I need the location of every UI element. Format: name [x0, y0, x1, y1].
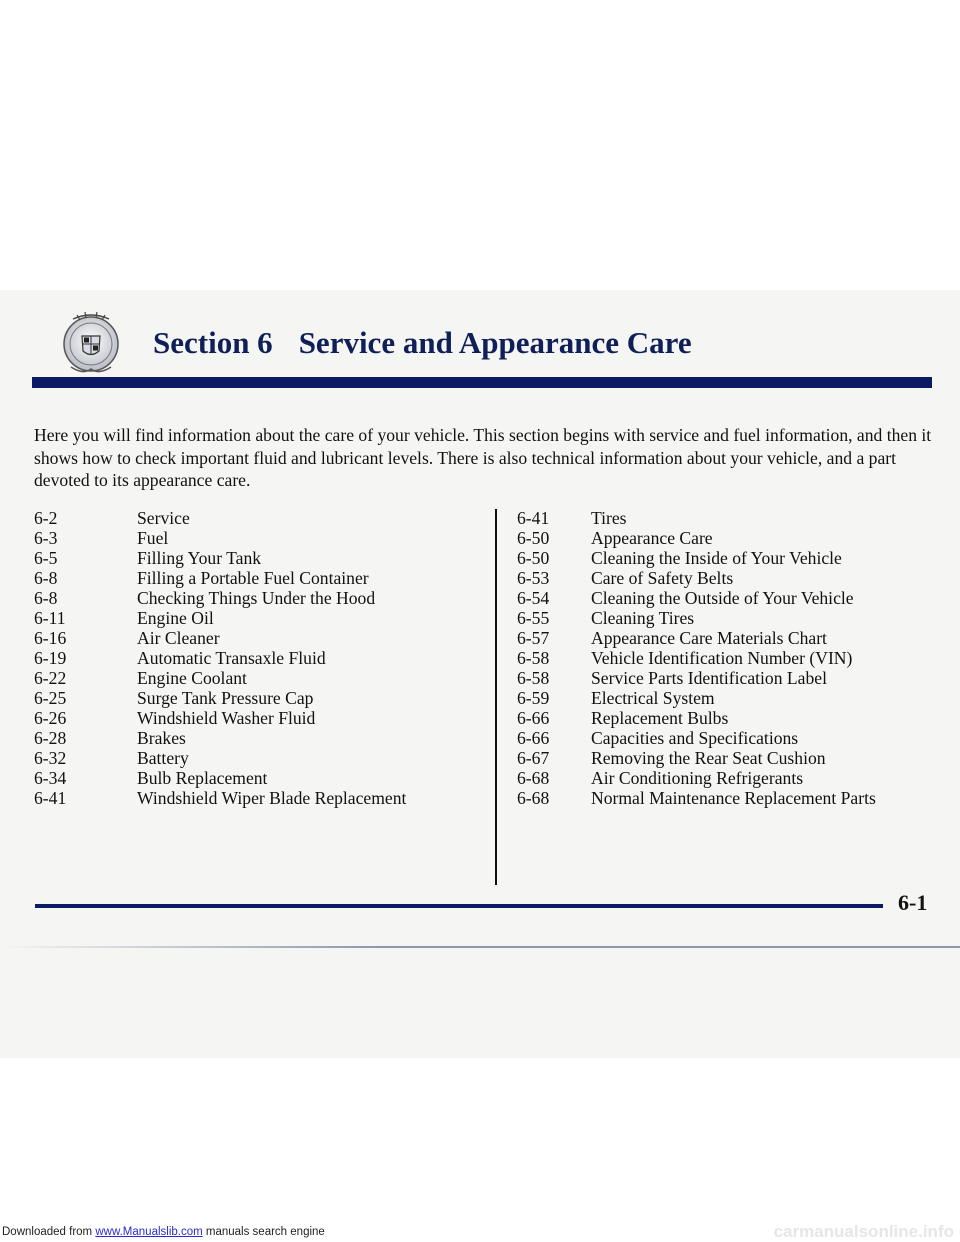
- toc-entry: [517, 508, 927, 528]
- toc-title: Vehicle Identification Number (VIN): [591, 648, 853, 668]
- toc-title: Checking Things Under the Hood: [137, 588, 376, 608]
- toc-page-ref: 6-11: [34, 608, 66, 628]
- toc-page-ref: 6-53: [517, 568, 550, 588]
- toc-title: Filling a Portable Fuel Container: [137, 568, 369, 588]
- toc-title: Appearance Care: [591, 528, 713, 548]
- section-title: Service and Appearance Care: [298, 325, 692, 360]
- toc-entry: [34, 708, 474, 728]
- toc-page-ref: 6-68: [517, 788, 550, 808]
- toc-entry: [517, 608, 927, 628]
- toc-title: Replacement Bulbs: [591, 708, 729, 728]
- toc-title: Electrical System: [591, 688, 715, 708]
- toc-title: Service: [137, 508, 190, 528]
- toc-title: Normal Maintenance Replacement Parts: [591, 788, 876, 808]
- cadillac-crest-icon: [55, 307, 127, 379]
- toc-title: Care of Safety Belts: [591, 568, 734, 588]
- toc-entry: [517, 748, 927, 768]
- toc-page-ref: 6-28: [34, 728, 67, 748]
- toc-title: Fuel: [137, 528, 169, 548]
- toc-entry: [517, 788, 927, 808]
- toc-page-ref: 6-8: [34, 588, 58, 608]
- toc-title: Battery: [137, 748, 189, 768]
- toc-page-ref: 6-67: [517, 748, 550, 768]
- toc-title: Air Cleaner: [137, 628, 220, 648]
- toc-page-ref: 6-16: [34, 628, 67, 648]
- toc-entry: [34, 568, 474, 588]
- toc-entry: [34, 528, 474, 548]
- toc-title: Engine Coolant: [137, 668, 247, 688]
- toc-page-ref: 6-55: [517, 608, 550, 628]
- toc-left-column: [34, 508, 474, 808]
- toc-title: Air Conditioning Refrigerants: [591, 768, 804, 788]
- toc-title: Removing the Rear Seat Cushion: [591, 748, 826, 768]
- toc-title: Engine Oil: [137, 608, 214, 628]
- intro-paragraph: Here you will find information about the care of your vehicle. This section begins with service and fuel information, and then it shows how to check important fluid and lubricant levels. There is also technical information about your vehicle, and a part devoted to its appearance care.: [34, 425, 932, 490]
- toc-entry: [34, 608, 474, 628]
- title-rule: [32, 377, 932, 388]
- toc-title: Capacities and Specifications: [591, 728, 799, 748]
- section-header: [55, 306, 692, 380]
- toc-entry: [34, 548, 474, 568]
- footer-rule: [35, 904, 883, 908]
- toc-page-ref: 6-68: [517, 768, 550, 788]
- toc-title: Automatic Transaxle Fluid: [137, 648, 326, 668]
- toc-title: Windshield Wiper Blade Replacement: [137, 788, 407, 808]
- toc-title: Surge Tank Pressure Cap: [137, 688, 314, 708]
- toc-entry: [517, 528, 927, 548]
- toc-title: Tires: [591, 508, 627, 528]
- toc-entry: [34, 688, 474, 708]
- toc-entry: [517, 728, 927, 748]
- toc-title: Bulb Replacement: [137, 768, 268, 788]
- toc-page-ref: 6-66: [517, 708, 550, 728]
- toc-entry: [34, 628, 474, 648]
- toc-entry: [517, 648, 927, 668]
- toc-page-ref: 6-5: [34, 548, 58, 568]
- download-suffix: manuals search engine: [202, 1226, 325, 1238]
- toc-entry: [34, 768, 474, 788]
- toc-page-ref: 6-50: [517, 548, 550, 568]
- toc-right-column: [517, 508, 927, 808]
- toc-page-ref: 6-22: [34, 668, 67, 688]
- toc-page-ref: 6-59: [517, 688, 550, 708]
- toc-page-ref: 6-25: [34, 688, 67, 708]
- download-prefix: Downloaded from: [2, 1226, 96, 1238]
- toc-title: Brakes: [137, 728, 186, 748]
- toc-entry: [517, 688, 927, 708]
- toc-entry: [517, 588, 927, 608]
- toc-entry: [34, 748, 474, 768]
- toc-page-ref: 6-32: [34, 748, 67, 768]
- toc-page-ref: 6-41: [34, 788, 67, 808]
- toc-page-ref: 6-19: [34, 648, 67, 668]
- toc-title: Filling Your Tank: [137, 548, 262, 568]
- toc-title: Cleaning the Inside of Your Vehicle: [591, 548, 842, 568]
- toc-title: Appearance Care Materials Chart: [591, 628, 827, 648]
- toc-page-ref: 6-34: [34, 768, 67, 788]
- toc-entry: [34, 728, 474, 748]
- toc-entry: [517, 548, 927, 568]
- toc-title: Cleaning Tires: [591, 608, 695, 628]
- toc-entry: [34, 508, 474, 528]
- toc-page-ref: 6-8: [34, 568, 58, 588]
- toc-page-ref: 6-26: [34, 708, 67, 728]
- toc-page-ref: 6-58: [517, 648, 550, 668]
- toc-page-ref: 6-50: [517, 528, 550, 548]
- toc-entry: [34, 588, 474, 608]
- toc-page-ref: 6-2: [34, 508, 58, 528]
- toc-page-ref: 6-41: [517, 508, 550, 528]
- toc-page-ref: 6-66: [517, 728, 550, 748]
- toc-entry: [517, 568, 927, 588]
- toc-title: Service Parts Identification Label: [591, 668, 827, 688]
- toc-entry: [34, 788, 474, 808]
- toc-entry: [517, 768, 927, 788]
- toc-page-ref: 6-58: [517, 668, 550, 688]
- toc-entry: [34, 648, 474, 668]
- toc-entry: [517, 628, 927, 648]
- toc-entry: [517, 708, 927, 728]
- manualslib-link[interactable]: www.Manualslib.com: [95, 1226, 203, 1238]
- scan-edge-line: [0, 946, 960, 948]
- toc-page-ref: 6-54: [517, 588, 550, 608]
- watermark: carmanualsonline.info: [773, 1222, 954, 1241]
- toc-entry: [517, 668, 927, 688]
- download-note: [2, 1226, 325, 1238]
- toc-entry: [34, 668, 474, 688]
- page-number: 6-1: [898, 890, 928, 915]
- section-number: Section 6: [153, 325, 273, 360]
- toc-title: Cleaning the Outside of Your Vehicle: [591, 588, 854, 608]
- toc-page-ref: 6-57: [517, 628, 550, 648]
- toc-page-ref: 6-3: [34, 528, 58, 548]
- column-divider: [495, 509, 497, 885]
- toc-title: Windshield Washer Fluid: [137, 708, 316, 728]
